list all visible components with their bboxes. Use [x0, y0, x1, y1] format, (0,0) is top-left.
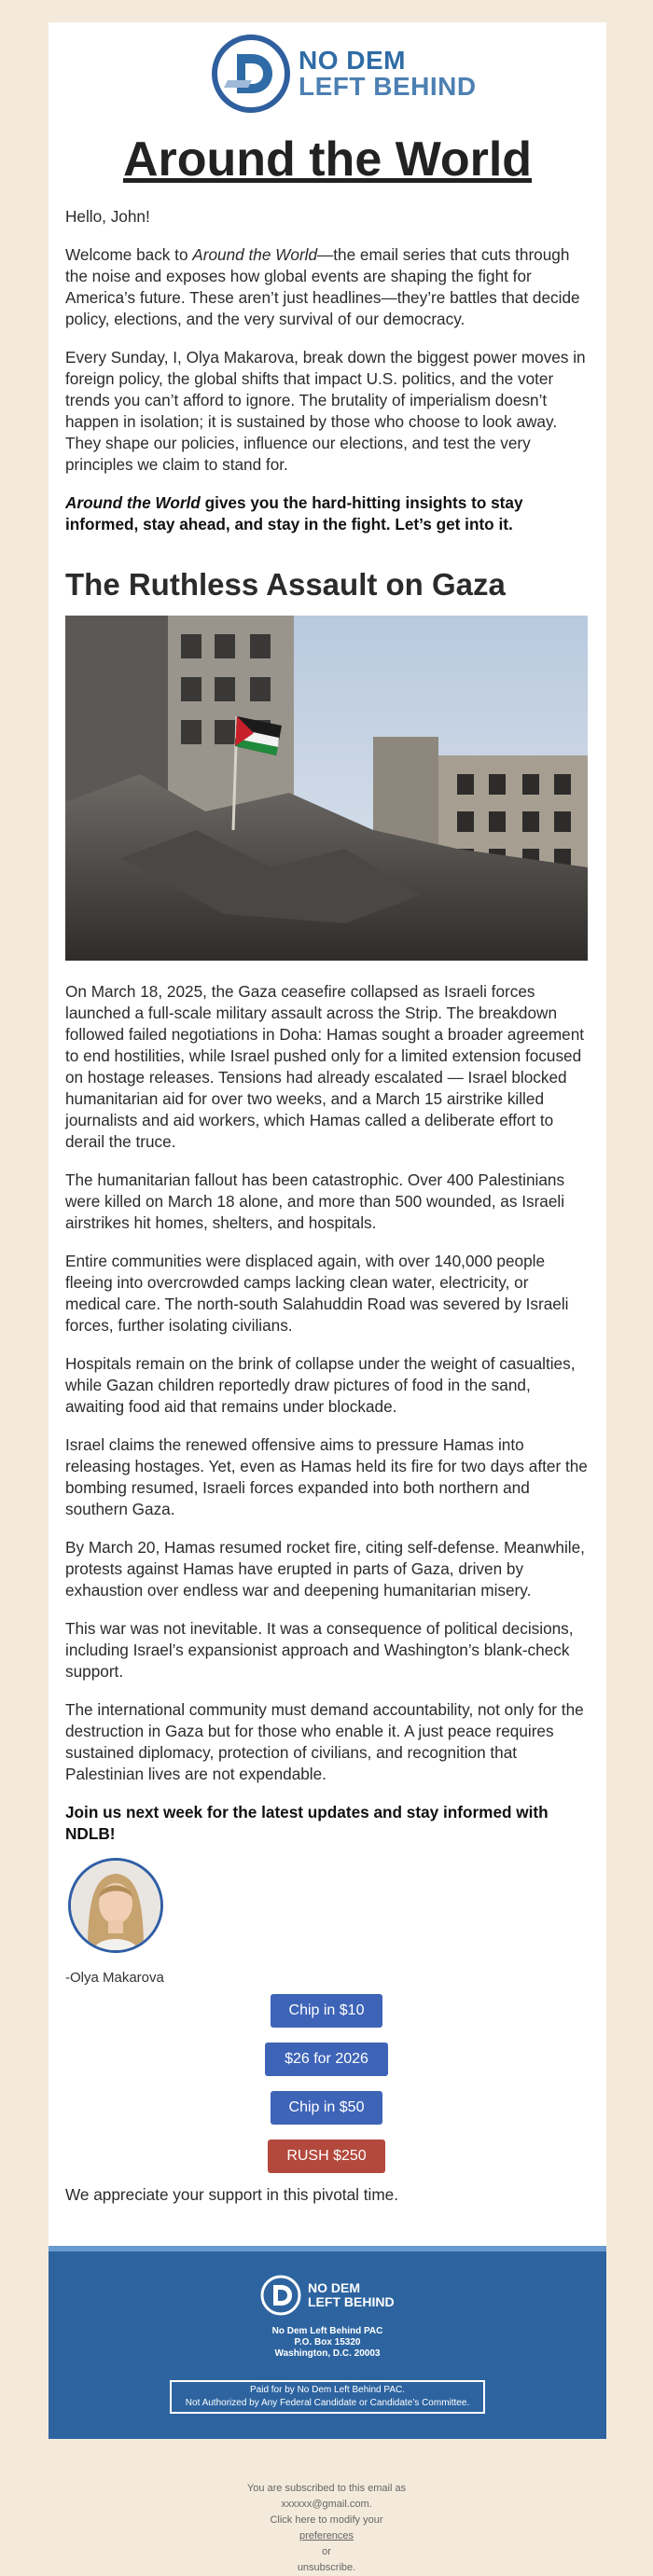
footer-address — [49, 2326, 606, 2360]
subscribed-prefix: You are subscribed to this email as — [246, 2483, 407, 2494]
photo-illustration — [65, 616, 588, 961]
intro-p3-rest: gives you the hard-hitting insights to stay informed, stay ahead, and stay in the fight. Let’s get into it. — [65, 493, 523, 533]
article-body — [65, 981, 588, 1862]
footer-logo-line-1: NO DEM — [308, 2280, 360, 2295]
modify-line — [0, 2513, 653, 2576]
modify-prefix: Click here to modify your — [270, 2514, 383, 2526]
intro-paragraph-3 — [65, 492, 588, 535]
subscribed-line — [0, 2481, 653, 2513]
signature-name: -Olya Makarova — [65, 1970, 164, 1986]
article-paragraph: Entire communities were displaced again, with over 140,000 people fleeing into overcrowded camps lacking clean water, electricity, or medical care. The north-south Salahuddin Road was severed by Israeli forces, further isolating civilians. — [65, 1252, 569, 1335]
page-title: Around the World — [122, 132, 533, 187]
unsubscribe-link[interactable]: unsubscribe. — [297, 2562, 356, 2573]
donate-50-button[interactable]: Chip in $50 — [271, 2091, 382, 2125]
subscription-notice — [0, 2481, 653, 2576]
ndlb-logo-icon — [211, 34, 291, 114]
avatar-portrait-icon — [71, 1861, 160, 1950]
intro-p1-start: Welcome back to — [65, 245, 193, 264]
article-paragraph: The international community must demand accountability, not only for the destruction in Gaza but for those who enable it. A just peace requires sustained diplomacy, protection of civilians, and recognition that Palestinian lives are not expendable. — [65, 1700, 584, 1783]
gaza-rubble-photo — [65, 616, 588, 961]
series-name-bold: Around the World — [65, 493, 201, 512]
donate-26-button[interactable]: $26 for 2026 — [265, 2043, 388, 2076]
paid-line-2: Not Authorized by Any Federal Candidate or Candidate’s Committee. — [185, 2398, 470, 2408]
logo-line-1: NO DEM — [299, 46, 406, 75]
closing-cta: Join us next week for the latest updates and stay informed with NDLB! — [65, 1803, 549, 1843]
logo-wordmark — [299, 48, 477, 100]
donate-10-button[interactable]: Chip in $10 — [271, 1994, 382, 2028]
greeting: Hello, John! — [65, 207, 150, 226]
footer-ndlb-logo-icon — [259, 2274, 302, 2317]
article-paragraph: On March 18, 2025, the Gaza ceasefire collapsed as Israeli forces launched a full-scale military assault across the Strip. The breakdown followed failed negotiations in Doha: Hamas sought a broader agreement to end hostilities, while Israel pushed only for a limited extension focused on hostage releases. Tensions had already escalated — Israel blocked humanitarian aid for over two weeks, and a March 15 airstrike killed journalists and aid workers, which Hamas called a deliberate effort to derail the truce. — [65, 982, 585, 1151]
intro-section — [65, 206, 588, 552]
po-box: P.O. Box 15320 — [294, 2337, 361, 2347]
intro-p1-end: —the email series that cuts through the noise and exposes how global events are shaping the fight for America’s future. These aren’t just headlines—they’re battles that decide policy, elections, and the very survival of our democracy. — [65, 245, 580, 328]
section-heading: The Ruthless Assault on Gaza — [65, 567, 506, 602]
intro-paragraph-2: Every Sunday, I, Olya Makarova, break down the biggest power moves in foreign policy, the global shifts that impact U.S. politics, and the voter trends you can’t afford to ignore. The brutality of imperialism doesn’t happen in isolation; it is sustained by those who choose to look away. They shape our policies, influence our elections, and test the very principles we claim to stand for. — [65, 348, 586, 474]
paid-line-1: Paid for by No Dem Left Behind PAC. — [249, 2385, 405, 2395]
city-line: Washington, D.C. 20003 — [274, 2348, 381, 2359]
subscriber-email: xxxxxx@gmail.com. — [281, 2499, 372, 2510]
article-paragraph: The humanitarian fallout has been catastrophic. Over 400 Palestinians were killed on March 18 alone, and more than 500 wounded, as Israeli airstrikes hit homes, shelters, and hospitals. — [65, 1170, 565, 1232]
footer-logo-line-2: LEFT BEHIND — [308, 2294, 395, 2309]
preferences-link[interactable]: preferences — [299, 2530, 354, 2541]
article-paragraph: Israel claims the renewed offensive aims to pressure Hamas into releasing hostages. Yet, even as Hamas held its fire for two days after the bombing resumed, Israeli forces expanded into both northern and southern Gaza. — [65, 1435, 588, 1518]
article-paragraph: By March 20, Hamas resumed rocket fire, citing self-defense. Meanwhile, protests against Hamas have erupted in parts of Gaza, driven by exhaustion over endless war and deepening humanitarian misery. — [65, 1538, 585, 1600]
article-paragraph: This war was not inevitable. It was a consequence of political decisions, including Israel’s expansionist approach and Washington’s blank-check support. — [65, 1619, 574, 1681]
modify-or: or — [322, 2546, 331, 2557]
logo-line-2: LEFT BEHIND — [299, 72, 477, 101]
footer-logo[interactable] — [259, 2274, 395, 2317]
article-paragraph: Hospitals remain on the brink of collapse under the weight of casualties, while Gazan children reportedly draw pictures of food in the sand, awaiting food aid that remains under blockade. — [65, 1354, 576, 1416]
author-avatar — [68, 1858, 163, 1953]
org-name: No Dem Left Behind PAC — [271, 2326, 383, 2336]
footer — [49, 2246, 606, 2439]
footer-wordmark — [308, 2281, 395, 2309]
intro-paragraph-1 — [65, 244, 588, 330]
appreciation-text: We appreciate your support in this pivotal time. — [65, 2185, 398, 2204]
donate-250-button[interactable]: RUSH $250 — [268, 2140, 385, 2173]
brand-logo[interactable] — [211, 34, 477, 114]
series-name: Around the World — [192, 245, 318, 264]
paid-for-disclaimer — [170, 2380, 485, 2414]
email-container — [49, 22, 606, 2439]
